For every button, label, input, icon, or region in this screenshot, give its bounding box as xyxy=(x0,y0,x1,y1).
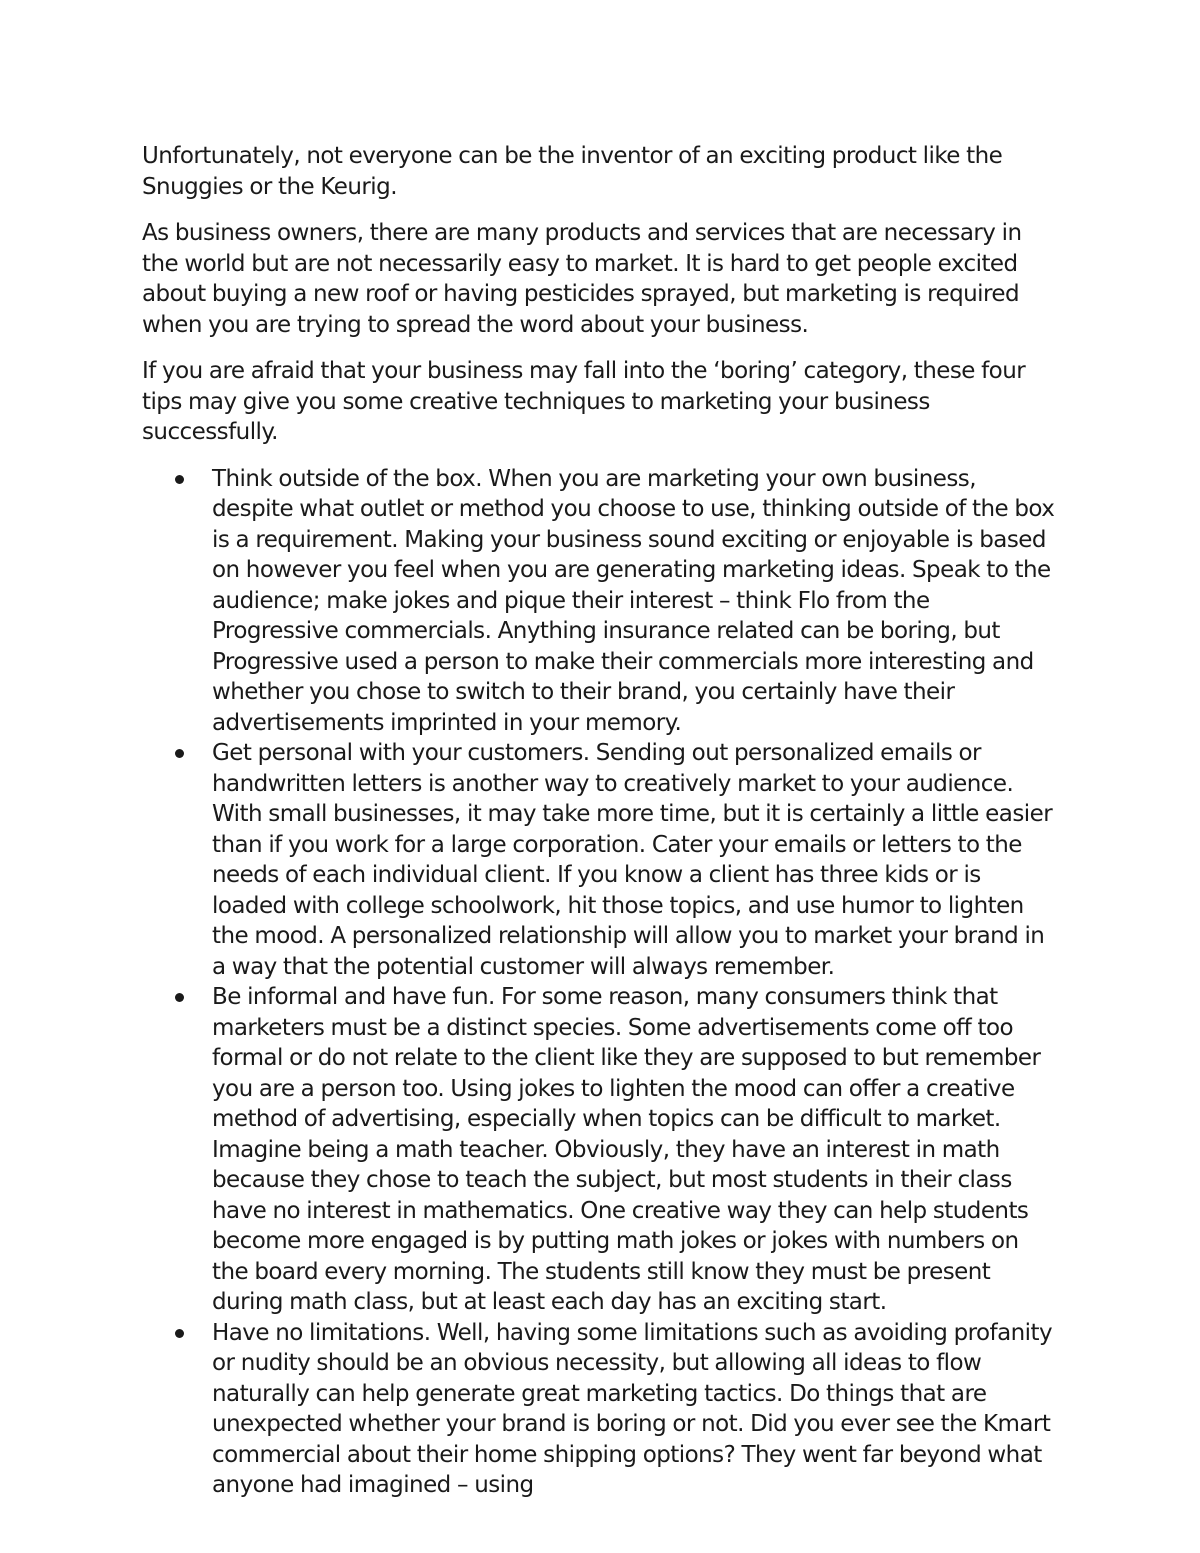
document-body xyxy=(142,141,1060,1501)
intro-paragraph: Unfortunately, not everyone can be the inventor of an exciting product like the Snuggies or the Keurig. xyxy=(142,143,1003,200)
list-item xyxy=(212,738,1060,982)
context-paragraph: As business owners, there are many products and services that are necessary in the world but are not necessarily easy to market. It is hard to get people excited about buying a new roof or having pesticides sprayed, but marketing is required when you are trying to spread the word about your business. xyxy=(142,220,1022,338)
bullet-icon xyxy=(175,993,184,1002)
bullet-icon xyxy=(175,1329,184,1338)
list-item xyxy=(212,1318,1060,1501)
tip-text: Get personal with your customers. Sending out personalized emails or handwritten letters is another way to creatively market to your audience. With small businesses, it may take more time, but it is certainly a little easier than if you work for a large corporation. Cater your emails or letters to the needs of each individual client. If you know a client has three kids or is loaded with college schoolwork, hit those topics, and use humor to lighten the mood. A personalized relationship will allow you to market your brand in a way that the potential customer will always remember. xyxy=(212,740,1053,980)
bullet-icon xyxy=(175,475,184,484)
tips-intro-paragraph: If you are afraid that your business may fall into the ‘boring’ category, these four tips may give you some creative techniques to marketing your business successfully. xyxy=(142,358,1026,445)
tips-list xyxy=(142,464,1060,1501)
tip-text: Think outside of the box. When you are marketing your own business, despite what outlet or method you choose to use, thinking outside of the box is a requirement. Making your business sound exciting or enjoyable is based on however you feel when you are generating marketing ideas. Speak to the audience; make jokes and pique their interest – think Flo from the Progressive commercials. Anything insurance related can be boring, but Progressive used a person to make their commercials more interesting and whether you chose to switch to their brand, you certainly have their advertisements imprinted in your memory. xyxy=(212,465,1055,736)
bullet-icon xyxy=(175,749,184,758)
list-item xyxy=(212,464,1060,739)
tip-text: Have no limitations. Well, having some limitations such as avoiding profanity or nudity should be an obvious necessity, but allowing all ideas to flow naturally can help generate great marketing tactics. Do things that are unexpected whether your brand is boring or not. Did you ever see the Kmart commercial about their home shipping options? They went far beyond what anyone had imagined – using xyxy=(212,1319,1053,1498)
tip-text: Be informal and have fun. For some reason, many consumers think that marketers must be a distinct species. Some advertisements come off too formal or do not relate to the client like they are supposed to but remember you are a person too. Using jokes to lighten the mood can offer a creative method of advertising, especially when topics can be difficult to market. Imagine being a math teacher. Obviously, they have an interest in math because they chose to teach the subject, but most students in their class have no interest in mathematics. One creative way they can help students become more engaged is by putting math jokes or jokes with numbers on the board every morning. The students still know they must be present during math class, but at least each day has an exciting start. xyxy=(212,984,1041,1315)
list-item xyxy=(212,982,1060,1318)
